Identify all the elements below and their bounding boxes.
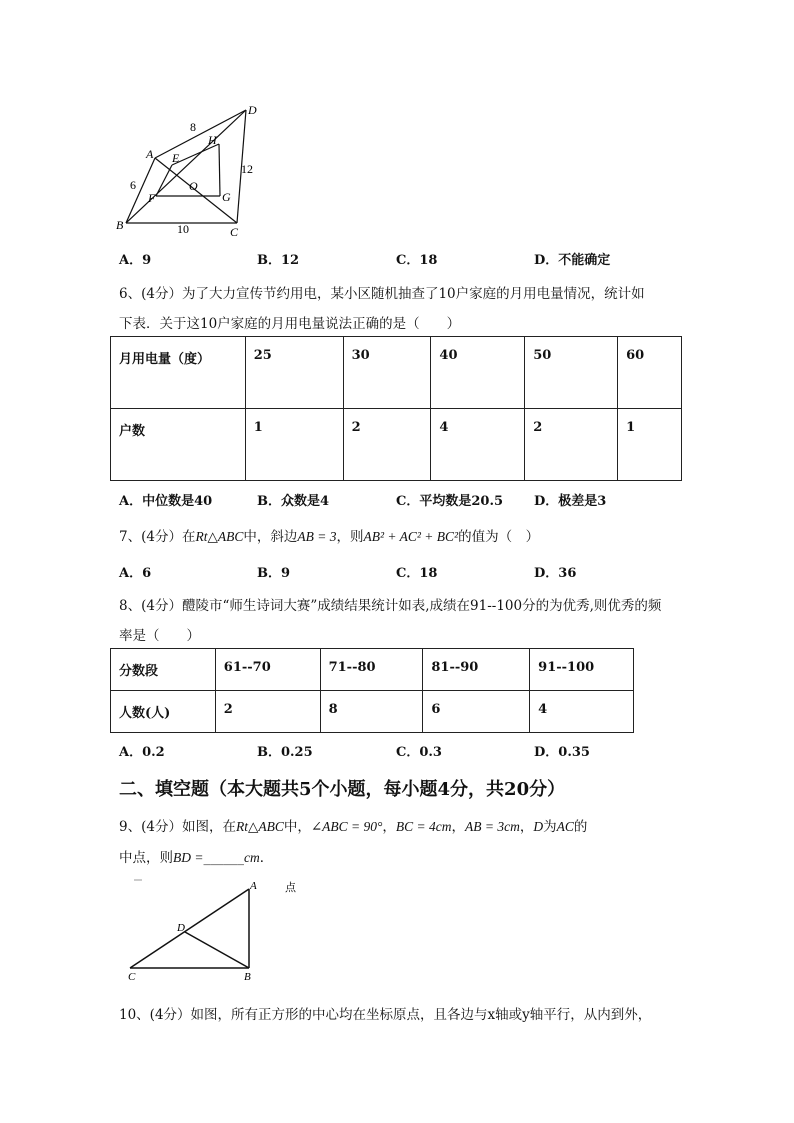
table-cell: 2 (215, 691, 320, 733)
table-cell: 2 (343, 409, 431, 481)
stray-character: 点 (285, 882, 296, 894)
label-a: A (250, 880, 257, 892)
q7-mid1: 中，斜边 (243, 529, 298, 545)
table-cell: 81--90 (423, 649, 530, 691)
label-o: O (189, 179, 198, 193)
q7-prefix: 7、(4分）在 (119, 529, 196, 545)
q9-prefix: 9、(4分）如图，在 (119, 819, 236, 835)
length-bc: 10 (177, 222, 189, 236)
q6-text-line2: 下表．关于这10户家庭的月用电量说法正确的是（ ） (119, 316, 461, 332)
table-cell: 2 (525, 409, 618, 481)
length-ab: 6 (130, 178, 136, 192)
q9-text-line1 (119, 815, 587, 835)
q8-option-b: B．0.25 (257, 745, 313, 760)
q7-mid2: ，则 (336, 529, 364, 545)
q7-option-d: D．36 (534, 566, 577, 581)
table-cell: 4 (431, 409, 525, 481)
q5-option-c: C．18 (396, 253, 438, 268)
table-cell: 月用电量（度） (111, 337, 246, 409)
table-cell: 1 (245, 409, 343, 481)
q9-sep1: ， (382, 819, 396, 835)
table-cell: 25 (245, 337, 343, 409)
q10-text-line1: 10、(4分）如图，所有正方形的中心均在坐标原点，且各边与x轴或y轴平行，从内到外， (119, 1007, 652, 1023)
q9-ac: AC (556, 819, 574, 834)
label-b: B (116, 218, 124, 232)
table-cell: 4 (530, 691, 634, 733)
q7-expression: AB² + AC² + BC² (363, 529, 459, 544)
table-cell: 分数段 (111, 649, 216, 691)
q7-option-c: C．18 (396, 566, 438, 581)
q9-sep3: ， (519, 819, 534, 835)
label-g: G (222, 190, 231, 204)
q7-option-a: A．6 (119, 566, 152, 581)
q5-option-b: B．12 (257, 253, 300, 268)
q7-hypotenuse: AB = 3 (297, 529, 337, 544)
q9-triangle: Rt△ABC (235, 819, 284, 834)
q9-mid2: 为 (543, 819, 557, 835)
label-d: D (248, 103, 257, 117)
q7-option-b: B．9 (257, 566, 291, 581)
q9-ab: AB = 3cm (465, 819, 520, 834)
q9-line2-prefix: 中点，则 (119, 850, 173, 866)
q8-option-d: D．0.35 (534, 745, 590, 760)
segment-db (185, 932, 249, 968)
q9-answer-blank: ______ (203, 850, 244, 866)
section-title: 二、填空题（本大题共5个小题，每小题4分，共20分） (119, 779, 566, 800)
q6-electricity-table (110, 336, 682, 481)
table-cell: 8 (320, 691, 423, 733)
q9-bc: BC = 4cm (395, 819, 452, 834)
table-cell: 户数 (111, 409, 246, 481)
label-c: C (230, 225, 239, 239)
label-d: D (177, 922, 185, 934)
label-b: B (244, 971, 251, 983)
q9-bd: BD = (173, 850, 204, 865)
table-cell: 61--70 (215, 649, 320, 691)
edge-ca (130, 889, 249, 968)
table-cell: 71--80 (320, 649, 423, 691)
diagonal-bd (126, 110, 246, 223)
q7-triangle: Rt△ABC (195, 529, 244, 544)
table-cell: 60 (618, 337, 682, 409)
q6-option-c: C．平均数是20.5 (396, 494, 504, 509)
q9-sep2: ， (451, 819, 466, 835)
table-row (111, 649, 634, 691)
q6-option-b: B．众数是4 (257, 494, 330, 509)
label-e: E (172, 151, 180, 165)
table-cell: 50 (525, 337, 618, 409)
table-cell: 6 (423, 691, 530, 733)
table-row (111, 409, 682, 481)
q8-option-a: A．0.2 (119, 745, 165, 760)
q9-mid1: 中， (283, 819, 311, 835)
label-h: H (208, 133, 217, 147)
table-cell: 人数(人) (111, 691, 216, 733)
edge-gh (219, 144, 220, 196)
table-cell: 30 (343, 337, 431, 409)
q5-option-a: A．9 (119, 253, 152, 268)
q8-text-line2: 率是（ ） (119, 628, 200, 644)
length-cd: 12 (241, 162, 253, 176)
table-cell: 40 (431, 337, 525, 409)
table-row (111, 337, 682, 409)
q8-option-c: C．0.3 (396, 745, 442, 760)
q9-d: D (533, 819, 544, 834)
q5-option-d: D．不能确定 (534, 253, 611, 268)
quadrilateral-figure (110, 96, 280, 241)
q9-text-line2 (119, 846, 273, 866)
q8-score-table (110, 648, 634, 733)
right-triangle-figure (120, 872, 310, 987)
q7-suffix: 的值为（ ） (458, 529, 540, 545)
q9-angle: ∠ABC = 90° (310, 819, 383, 834)
label-f: F (148, 191, 156, 205)
label-a: A (146, 147, 154, 161)
q6-option-d: D．极差是3 (534, 494, 607, 509)
q9-end1: 的 (573, 819, 588, 835)
table-row (111, 691, 634, 733)
q6-text-line1: 6、(4分）为了大力宣传节约用电，某小区随机抽查了10户家庭的月用电量情况，统计如 (119, 286, 645, 302)
q9-period: ． (259, 850, 274, 866)
table-cell: 1 (618, 409, 682, 481)
edge-ad (155, 110, 246, 158)
table-cell: 91--100 (530, 649, 634, 691)
q8-text-line1: 8、(4分）醴陵市“师生诗词大赛”成绩结果统计如表,成绩在91--100分的为优秀,则优秀的频 (119, 598, 662, 614)
length-ad: 8 (190, 120, 196, 134)
q9-unit: cm (243, 850, 260, 865)
q7-text (119, 525, 539, 545)
q6-option-a: A．中位数是40 (119, 494, 213, 509)
label-c: C (128, 971, 136, 983)
edge-ef (156, 165, 172, 196)
